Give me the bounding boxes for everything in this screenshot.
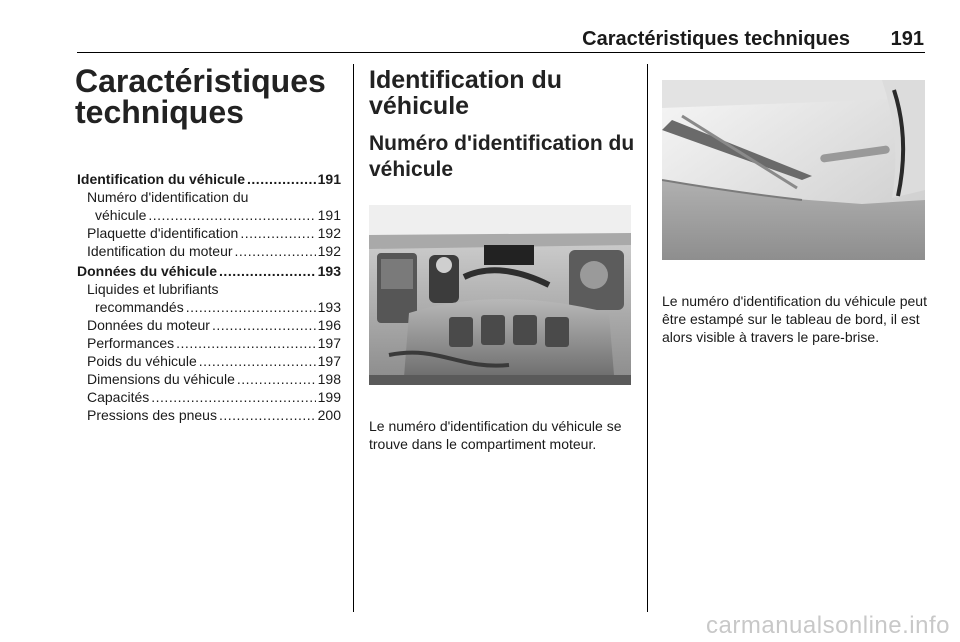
- header-title: Caractéristiques techniques: [582, 28, 850, 50]
- header-rule: [77, 52, 925, 53]
- section-title: Identification du véhicule: [369, 66, 563, 120]
- toc-item-capacities[interactable]: Capacités ..... 199: [77, 388, 341, 406]
- table-of-contents: [77, 170, 341, 424]
- toc-item-engine-data[interactable]: Données du moteur ..... 196: [77, 316, 341, 334]
- caption-windscreen: Le numéro d'identification du véhicule peut être estampé sur le tableau de bord, il est alors visible à travers le pare-brise.: [662, 293, 927, 345]
- engine-compartment-photo: [369, 205, 631, 385]
- toc-item-weight[interactable]: Poids du véhicule ..... 197: [77, 352, 341, 370]
- page-number: 191: [890, 28, 924, 50]
- toc-item-vin[interactable]: véhicule ..... 191: [77, 206, 341, 224]
- toc-item-tyre-pressure[interactable]: Pressions des pneus ..... 200: [77, 406, 341, 424]
- windscreen-dashboard-photo: [662, 80, 925, 260]
- chapter-title-line1: Caractéristiques: [75, 63, 326, 99]
- toc-item-vin-line1[interactable]: Numéro d'identification du: [87, 189, 249, 205]
- toc-item-performance[interactable]: Performances ..... 197: [77, 334, 341, 352]
- column-divider-left: [353, 64, 354, 612]
- watermark: carmanualsonline.info: [706, 612, 950, 639]
- chapter-title: [75, 63, 345, 130]
- toc-section-vehicle-data[interactable]: Données du véhicule ..... 193: [77, 262, 341, 280]
- toc-item-plate[interactable]: Plaquette d'identification ..... 192: [77, 224, 341, 242]
- toc-item-engine-id[interactable]: Identification du moteur ..... 192: [77, 242, 341, 260]
- subsection-title: Numéro d'identification du véhicule: [369, 132, 635, 181]
- column-divider-right: [647, 64, 648, 612]
- toc-item-dimensions[interactable]: Dimensions du véhicule ..... 198: [77, 370, 341, 388]
- toc-item-fluids[interactable]: recommandés ..... 193: [77, 298, 341, 316]
- caption-engine-bay: Le numéro d'identification du véhicule se trouve dans le compartiment moteur.: [369, 418, 622, 452]
- toc-section-identification[interactable]: Identification du véhicule ..... 191: [77, 170, 341, 188]
- toc-item-fluids-line1[interactable]: Liquides et lubrifiants: [87, 281, 219, 297]
- chapter-title-line2: techniques: [75, 94, 244, 130]
